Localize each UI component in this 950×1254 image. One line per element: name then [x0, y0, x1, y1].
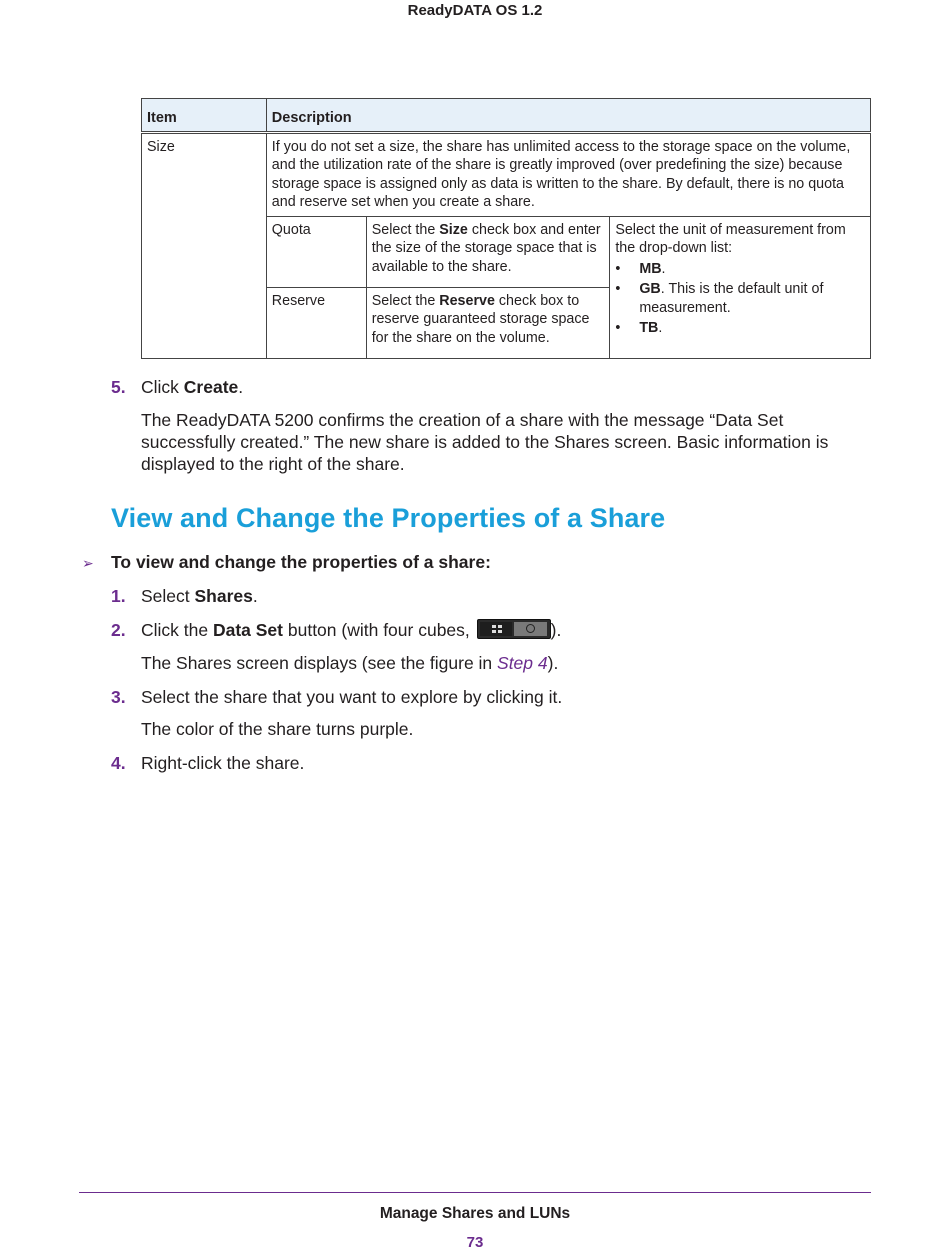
step-number: 2. — [111, 620, 126, 640]
step-3-result: The color of the share turns purple. — [141, 719, 414, 739]
column-header-description: Description — [266, 99, 870, 133]
arrow-bullet-icon: ➢ — [82, 555, 94, 571]
step-4-link[interactable]: Step 4 — [497, 653, 548, 673]
step-text: Click the Data Set button (with four cubes, ). — [141, 620, 562, 640]
procedure-title: ➢ To view and change the properties of a share: — [82, 552, 491, 572]
table-row — [142, 132, 871, 216]
item-cell-size: Size — [142, 132, 267, 358]
list-item: • TB. — [615, 319, 865, 338]
step-text: Select Shares. — [141, 586, 258, 606]
step-text: Click Create. — [141, 377, 244, 397]
footer-title: Manage Shares and LUNs — [379, 1205, 571, 1222]
table-header-row — [142, 99, 871, 133]
reserve-description-cell: Select the Reserve check box to reserve guaranteed storage space for the share on the volume. — [366, 287, 610, 358]
unit-list — [615, 260, 865, 338]
column-header-item: Item — [142, 99, 267, 133]
data-set-button-icon — [477, 619, 551, 639]
size-description-cell: If you do not set a size, the share has unlimited access to the storage space on the volume, and the utilization rate of the share is greatly improved (over predefining the size) because storage space is assigned only as data is written to the share. By default, there is no quota and reserve set when you create a share. — [266, 132, 870, 216]
step-number: 5. — [111, 377, 126, 397]
step-2-result: The Shares screen displays (see the figure in Step 4). — [141, 653, 559, 673]
reserve-label-cell: Reserve — [266, 287, 366, 358]
size-options-table — [141, 98, 871, 359]
unit-description-cell — [610, 216, 871, 358]
quota-label-cell: Quota — [266, 216, 366, 287]
section-heading: View and Change the Properties of a Share — [111, 503, 666, 533]
list-item: • GB. This is the default unit of measurement. — [615, 280, 865, 317]
step-text: Right-click the share. — [141, 753, 305, 773]
list-item: • MB. — [615, 260, 865, 279]
running-header: ReadyDATA OS 1.2 — [407, 2, 543, 19]
step-number: 4. — [111, 753, 126, 773]
step-number: 1. — [111, 586, 126, 606]
unit-intro: Select the unit of measurement from the drop-down list: — [615, 221, 846, 256]
quota-description-cell: Select the Size check box and enter the size of the storage space that is available to the share. — [366, 216, 610, 287]
footer-divider — [79, 1192, 871, 1193]
step-number: 3. — [111, 687, 126, 707]
page-number: 73 — [466, 1234, 484, 1251]
step-text: Select the share that you want to explore by clicking it. — [141, 687, 563, 707]
step-5-result: The ReadyDATA 5200 confirms the creation of a share with the message “Data Set successfully created.” The new share is added to the Shares screen. Basic information is displayed to the right of the share. — [141, 410, 829, 474]
